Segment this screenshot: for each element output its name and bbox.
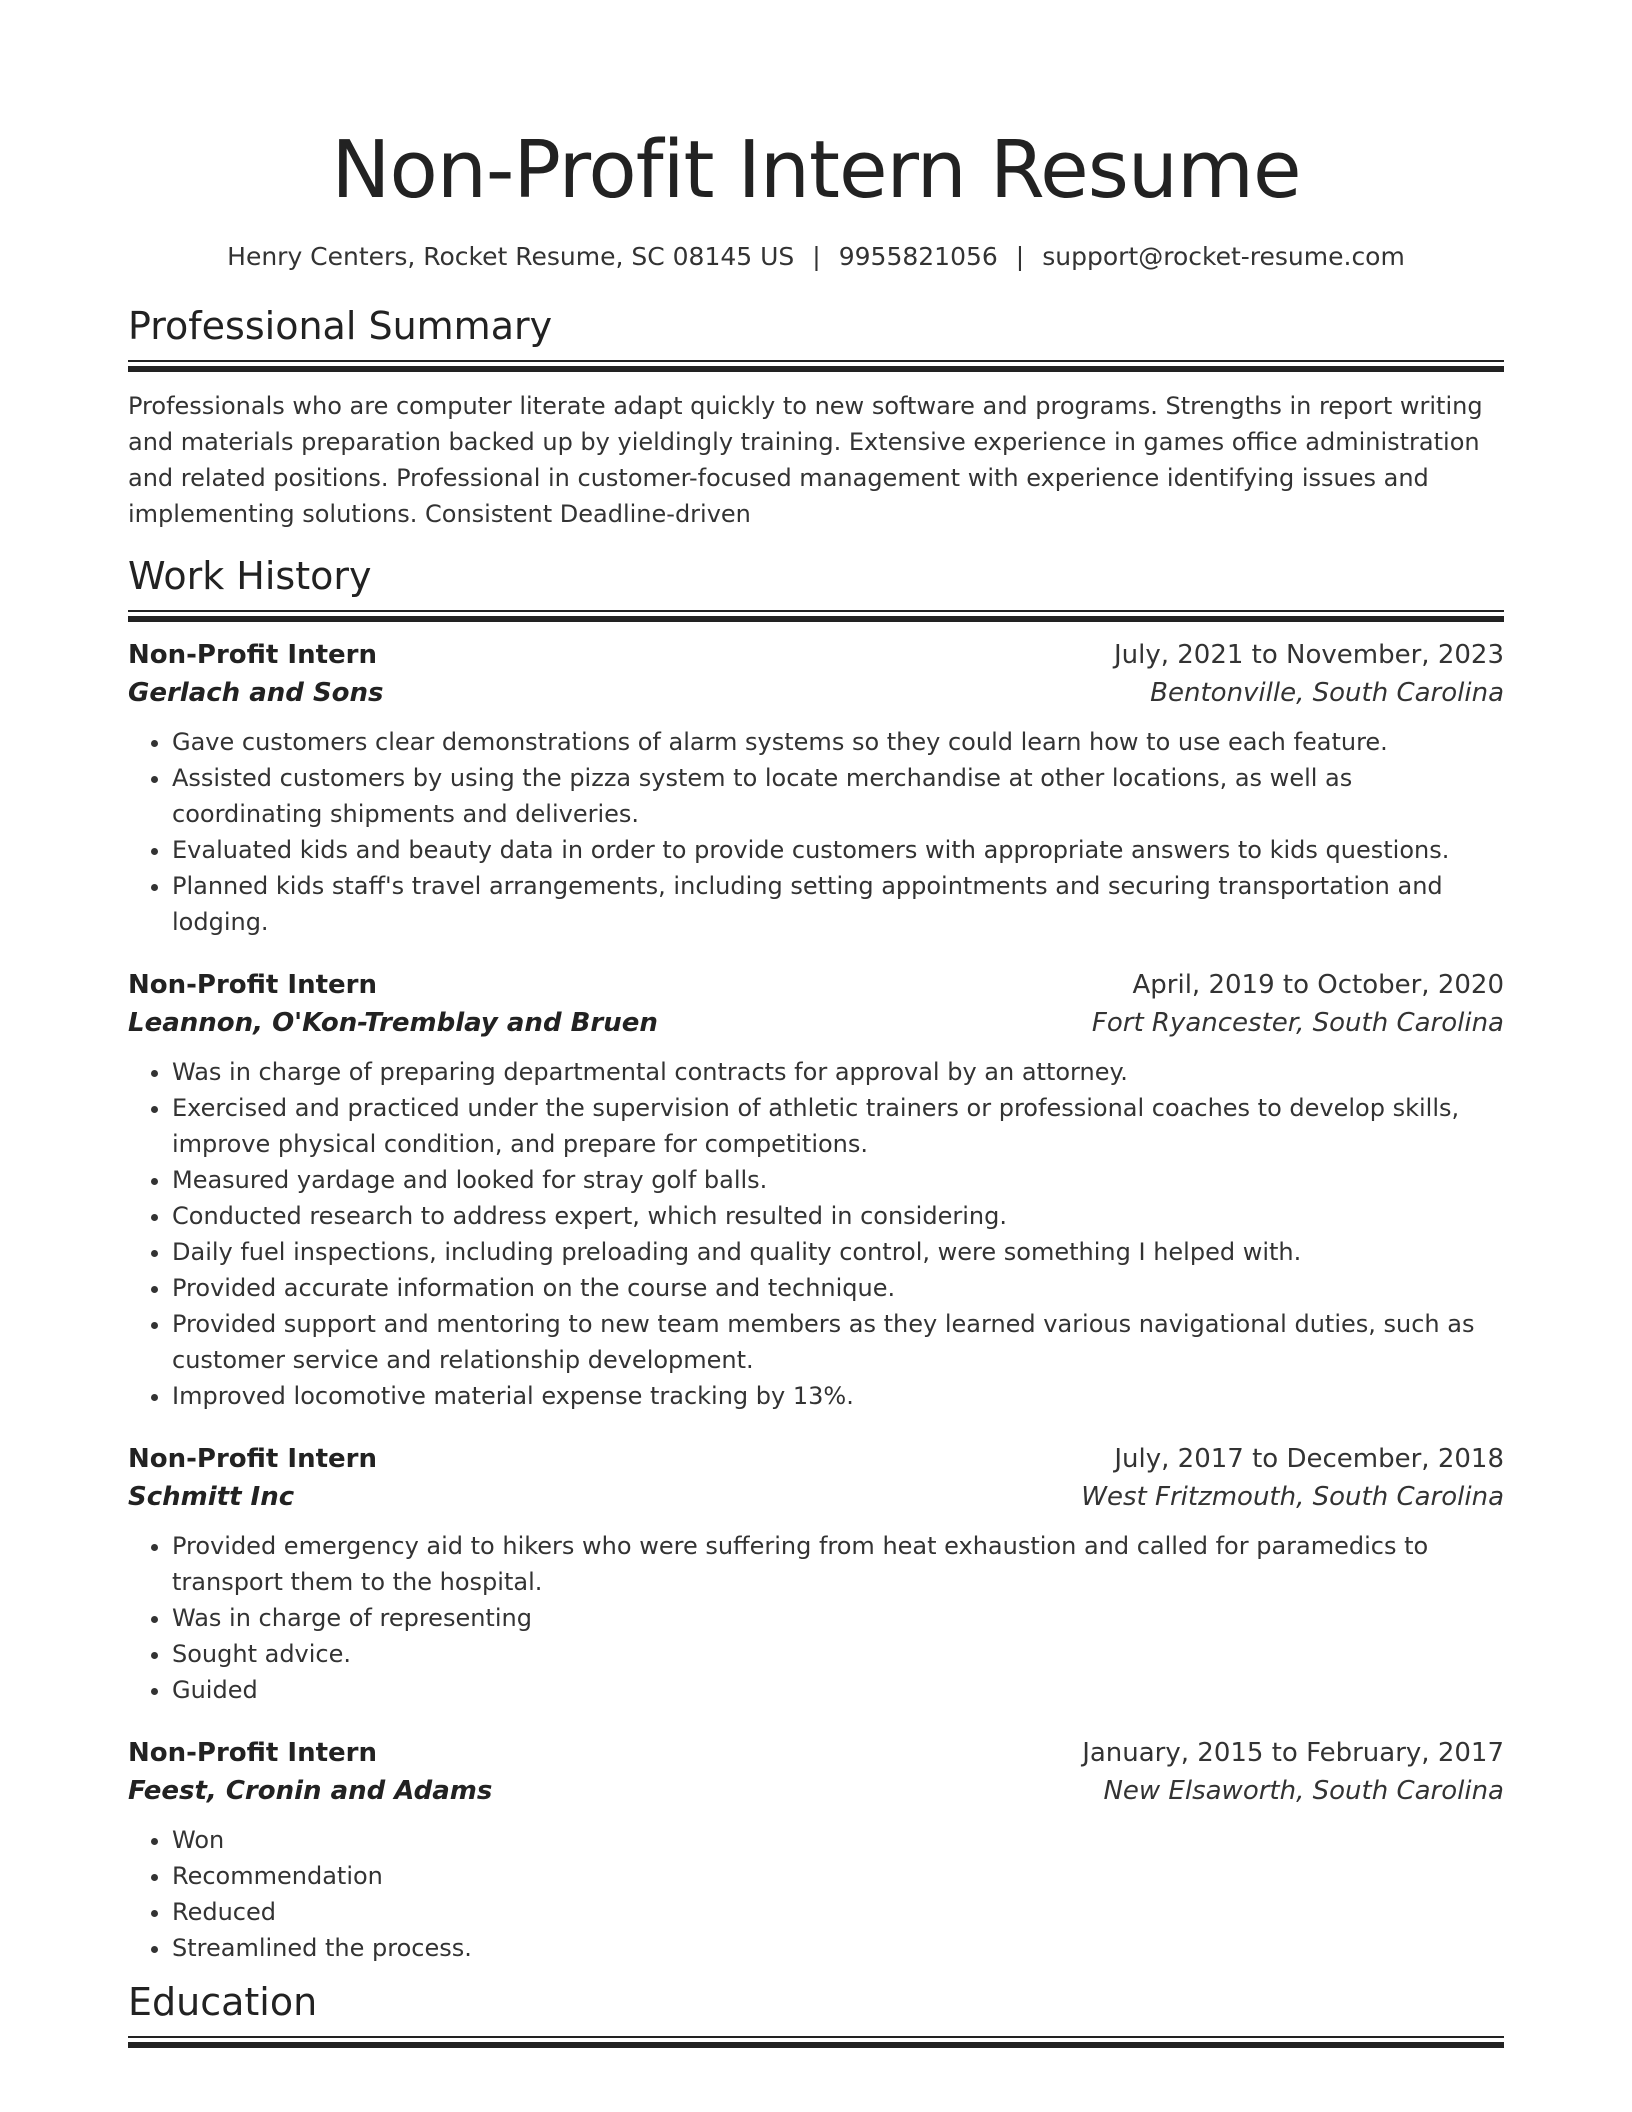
job-location: Bentonville, South Carolina [1150, 678, 1504, 708]
job-bullets [128, 1528, 1504, 1708]
resume-page [128, 0, 1504, 2050]
job-bullets [128, 724, 1504, 940]
contact-address: Henry Centers, Rocket Resume, SC 08145 US [227, 242, 795, 271]
job-bullet: • Planned kids staff's travel arrangements, including setting appointments and securing transportation and lodging. [172, 868, 1504, 940]
section-divider [128, 2036, 1504, 2050]
contact-line [128, 240, 1504, 274]
job-title: Non-Profit Intern [128, 640, 377, 670]
job-bullet: • Improved locomotive material expense tracking by 13%. [172, 1378, 1504, 1414]
job-bullet: • Guided [172, 1672, 1504, 1708]
job-bullet: • Recommendation [172, 1858, 1504, 1894]
job-bullet: • Streamlined the process. [172, 1930, 1504, 1966]
work-history-section [128, 552, 1504, 1966]
job-bullet: • Reduced [172, 1894, 1504, 1930]
contact-separator: | [812, 242, 821, 271]
job-employer: Gerlach and Sons [128, 678, 384, 708]
job-bullet: • Was in charge of representing [172, 1600, 1504, 1636]
education-section [128, 1978, 1504, 2050]
job-location: Fort Ryancester, South Carolina [1091, 1008, 1504, 1038]
section-divider [128, 610, 1504, 624]
job-bullet: • Conducted research to address expert, which resulted in considering. [172, 1198, 1504, 1234]
summary-section [128, 302, 1504, 532]
job-bullet: • Was in charge of preparing departmental contracts for approval by an attorney. [172, 1054, 1504, 1090]
job-subheader [128, 1772, 1504, 1810]
job-subheader [128, 1478, 1504, 1516]
contact-phone: 9955821056 [838, 242, 998, 271]
job-location: West Fritzmouth, South Carolina [1081, 1482, 1504, 1512]
job-dates: January, 2015 to February, 2017 [1082, 1738, 1504, 1768]
job-employer: Schmitt Inc [128, 1482, 295, 1512]
job-subheader [128, 1004, 1504, 1042]
contact-email: support@rocket-resume.com [1042, 242, 1405, 271]
job-bullet: • Sought advice. [172, 1636, 1504, 1672]
job-entry [128, 636, 1504, 940]
job-bullet: • Evaluated kids and beauty data in order to provide customers with appropriate answers to kids questions. [172, 832, 1504, 868]
job-bullet: • Gave customers clear demonstrations of alarm systems so they could learn how to use each feature. [172, 724, 1504, 760]
job-bullets [128, 1822, 1504, 1966]
contact-separator: | [1015, 242, 1025, 271]
job-bullet: • Provided support and mentoring to new team members as they learned various navigational duties, such as customer service and relationship development. [172, 1306, 1504, 1378]
section-divider [128, 360, 1504, 374]
job-employer: Feest, Cronin and Adams [128, 1776, 493, 1806]
job-bullet: • Measured yardage and looked for stray golf balls. [172, 1162, 1504, 1198]
job-location: New Elsaworth, South Carolina [1103, 1776, 1504, 1806]
job-bullet: • Provided emergency aid to hikers who were suffering from heat exhaustion and called for paramedics to transport them to the hospital. [172, 1528, 1504, 1600]
job-title: Non-Profit Intern [128, 970, 377, 1000]
job-dates: April, 2019 to October, 2020 [1132, 970, 1504, 1000]
resume-title: Non-Profit Intern Resume [331, 124, 1301, 216]
education-heading: Education [128, 1980, 318, 2024]
job-entry [128, 1734, 1504, 1966]
job-bullet: • Exercised and practiced under the supervision of athletic trainers or professional coaches to develop skills, improve physical condition, and prepare for competitions. [172, 1090, 1504, 1162]
job-header [128, 1734, 1504, 1772]
job-bullet: • Daily fuel inspections, including preloading and quality control, were something I helped with. [172, 1234, 1504, 1270]
job-dates: July, 2017 to December, 2018 [1114, 1444, 1504, 1474]
job-entry [128, 1440, 1504, 1708]
job-header [128, 1440, 1504, 1478]
job-title: Non-Profit Intern [128, 1738, 377, 1768]
job-bullets [128, 1054, 1504, 1414]
job-header [128, 636, 1504, 674]
job-bullet: • Won [172, 1822, 1504, 1858]
job-bullet: • Provided accurate information on the course and technique. [172, 1270, 1504, 1306]
job-subheader [128, 674, 1504, 712]
job-title: Non-Profit Intern [128, 1444, 377, 1474]
job-entry [128, 966, 1504, 1414]
job-employer: Leannon, O'Kon-Tremblay and Bruen [128, 1008, 658, 1038]
work-history-heading: Work History [128, 554, 372, 598]
job-bullet: • Assisted customers by using the pizza system to locate merchandise at other locations, as well as coordinating shipments and deliveries. [172, 760, 1504, 832]
job-dates: July, 2021 to November, 2023 [1113, 640, 1504, 670]
summary-text: Professionals who are computer literate adapt quickly to new software and programs. Strengths in report writing and materials preparation backed up by yieldingly training. Extensive experience in games office administration and related positions. Professional in customer-focused management with experience identifying issues and implementing solutions. Consistent Deadline-driven [128, 392, 1483, 528]
job-header [128, 966, 1504, 1004]
summary-heading: Professional Summary [128, 304, 553, 348]
